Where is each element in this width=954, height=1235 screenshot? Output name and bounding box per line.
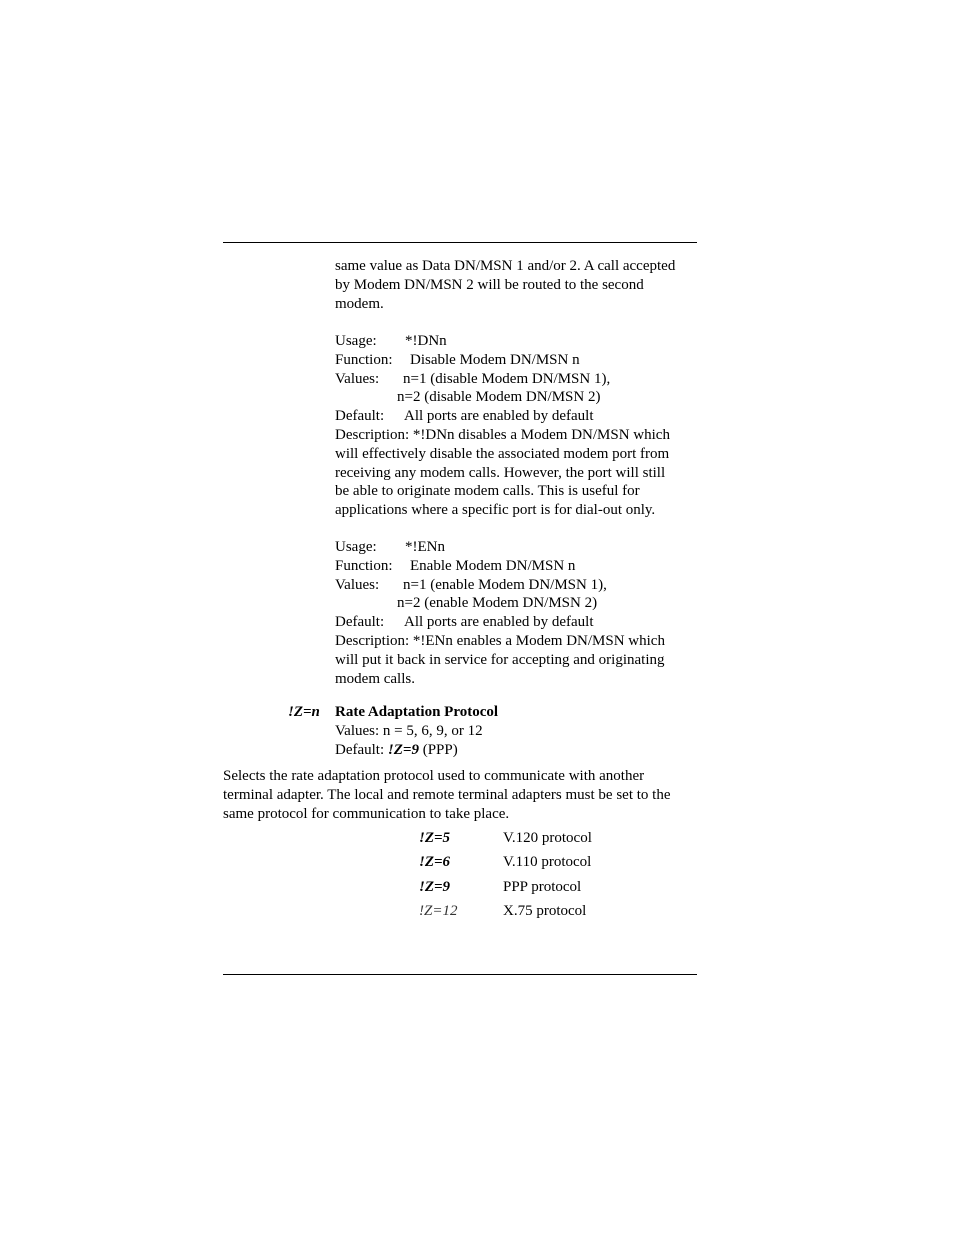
usage-value: *!DNn bbox=[405, 333, 447, 349]
values-value: n=1 (disable Modem DN/MSN 1), bbox=[403, 370, 611, 387]
protocol-name: V.120 protocol bbox=[503, 830, 592, 846]
protocol-table bbox=[419, 828, 592, 926]
z-default-label: Default: bbox=[335, 741, 388, 758]
z-values-line: Values: n = 5, 6, 9, or 12 bbox=[335, 723, 483, 739]
text-line: terminal adapter. The local and remote terminal adapters must be set to the bbox=[223, 786, 671, 803]
protocol-command: !Z=5 bbox=[419, 830, 451, 846]
text-line: modem. bbox=[335, 295, 384, 312]
function-value: Enable Modem DN/MSN n bbox=[410, 557, 576, 574]
default-value: All ports are enabled by default bbox=[404, 408, 594, 425]
text-line: Selects the rate adaptation protocol used to communicate with another bbox=[223, 768, 645, 784]
default-label: Default: bbox=[335, 614, 385, 631]
protocol-command: !Z=12 bbox=[419, 903, 458, 920]
values-continuation: n=2 (disable Modem DN/MSN 2) bbox=[397, 389, 601, 406]
z-command-details bbox=[335, 722, 483, 760]
z-description-paragraph bbox=[223, 767, 703, 823]
default-label: Default: bbox=[335, 408, 385, 425]
z-default-line bbox=[335, 741, 483, 760]
description-line: will effectively disable the associated modem port from bbox=[335, 445, 670, 462]
default-row bbox=[335, 613, 705, 632]
text-line: same protocol for communication to take place. bbox=[223, 805, 510, 822]
usage-value: *!ENn bbox=[405, 539, 445, 555]
en-command-block bbox=[335, 538, 705, 688]
top-rule bbox=[223, 242, 697, 243]
usage-row bbox=[335, 332, 705, 351]
description-line: Description: *!DNn disables a Modem DN/MSN which bbox=[335, 426, 670, 443]
table-row bbox=[419, 901, 592, 925]
description-line: will put it back in service for accepting and originating bbox=[335, 651, 665, 668]
table-row bbox=[419, 828, 592, 852]
bottom-rule bbox=[223, 974, 697, 975]
description-line: modem calls. bbox=[335, 670, 415, 687]
description-line: Description: *!ENn enables a Modem DN/MSN which bbox=[335, 632, 665, 649]
default-row bbox=[335, 407, 705, 426]
default-value: All ports are enabled by default bbox=[404, 614, 594, 631]
text-line: same value as Data DN/MSN 1 and/or 2. A call accepted bbox=[335, 258, 676, 274]
z-command-name: !Z=n bbox=[288, 704, 320, 720]
table-row bbox=[419, 852, 592, 876]
z-default-command: !Z=9 bbox=[387, 741, 419, 758]
protocol-command: !Z=9 bbox=[419, 878, 451, 895]
values-label: Values: bbox=[335, 576, 380, 593]
intro-text bbox=[335, 257, 705, 313]
function-row bbox=[335, 557, 705, 576]
description-line: receiving any modem calls. However, the port will still bbox=[335, 464, 666, 481]
usage-label: Usage: bbox=[335, 539, 377, 555]
z-default-suffix: (PPP) bbox=[418, 741, 458, 758]
dn-command-block bbox=[335, 332, 705, 520]
protocol-name: PPP protocol bbox=[503, 878, 582, 895]
usage-label: Usage: bbox=[335, 333, 377, 349]
values-continuation: n=2 (enable Modem DN/MSN 2) bbox=[397, 595, 598, 612]
description-line: be able to originate modem calls. This is useful for bbox=[335, 483, 640, 500]
description-line: applications where a specific port is for dial-out only. bbox=[335, 502, 656, 519]
table-row bbox=[419, 877, 592, 901]
values-value: n=1 (enable Modem DN/MSN 1), bbox=[403, 576, 607, 593]
values-row bbox=[335, 576, 705, 595]
protocol-name: X.75 protocol bbox=[503, 903, 587, 920]
function-value: Disable Modem DN/MSN n bbox=[410, 351, 580, 368]
protocol-name: V.110 protocol bbox=[503, 854, 592, 871]
protocol-command: !Z=6 bbox=[419, 854, 451, 871]
function-label: Function: bbox=[335, 557, 393, 574]
z-command-heading bbox=[288, 703, 498, 722]
values-row bbox=[335, 370, 705, 389]
function-label: Function: bbox=[335, 351, 393, 368]
function-row bbox=[335, 351, 705, 370]
text-line: by Modem DN/MSN 2 will be routed to the second bbox=[335, 276, 644, 293]
usage-row bbox=[335, 538, 705, 557]
z-command-title: Rate Adaptation Protocol bbox=[335, 704, 499, 720]
values-label: Values: bbox=[335, 370, 380, 387]
